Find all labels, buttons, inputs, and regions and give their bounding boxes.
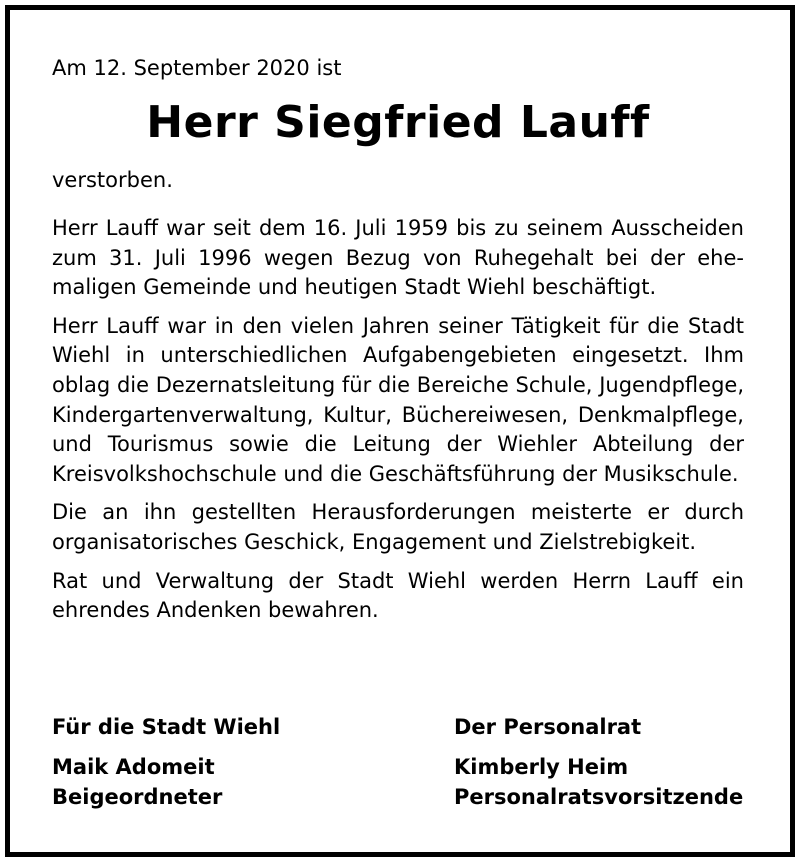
signature-person: Maik Adomeit bbox=[52, 755, 215, 779]
died-line: verstorben. bbox=[52, 168, 173, 192]
intro-line: Am 12. September 2020 ist bbox=[52, 56, 342, 80]
signature-organization: Der Personalrat bbox=[454, 715, 642, 739]
signature-staff-council bbox=[454, 712, 743, 812]
deceased-name: Herr Siegfried Lauff bbox=[146, 97, 650, 148]
signature-organization: Für die Stadt Wiehl bbox=[52, 715, 281, 739]
paragraph-qualities: Die an ihn gestellten Herausforderungen meisterte er durch organisatorisches Geschick, Engagement und Zielstrebigkeit. bbox=[52, 500, 744, 554]
paragraph-employment: Herr Lauff war seit dem 16. Juli 1959 bis zu seinem Ausscheiden zum 31. Juli 1996 wegen Bezug von Ruhegehalt bei der ehemaligen Gemeinde und heutigen Stadt Wiehl beschäftigt. bbox=[52, 216, 744, 300]
paragraph-remembrance: Rat und Verwaltung der Stadt Wiehl werden Herrn Lauff ein ehrendes Andenken bewahren. bbox=[52, 568, 744, 623]
paragraph-duties: Herr Lauff war in den vielen Jahren seiner Tätigkeit für die Stadt Wiehl in unterschiedlichen Aufgabengebieten eingesetzt. Ihm oblag die Dezernatsleitung für die Bereiche Schule, Jugendpflege, Kindergartenverwaltung, Kultur, Büchereiwesen, Denkmalpflege, und Tourismus sowie die Leitung der Wiehler Abteilung der Kreisvolkshochschule und die Geschäftsführung der Musikschule. bbox=[52, 313, 744, 486]
signature-role: Personalratsvorsitzende bbox=[454, 785, 744, 809]
signature-city bbox=[52, 712, 280, 812]
signature-role: Beigeordneter bbox=[52, 785, 223, 809]
notice-body bbox=[52, 53, 744, 626]
signature-person: Kimberly Heim bbox=[454, 755, 629, 779]
